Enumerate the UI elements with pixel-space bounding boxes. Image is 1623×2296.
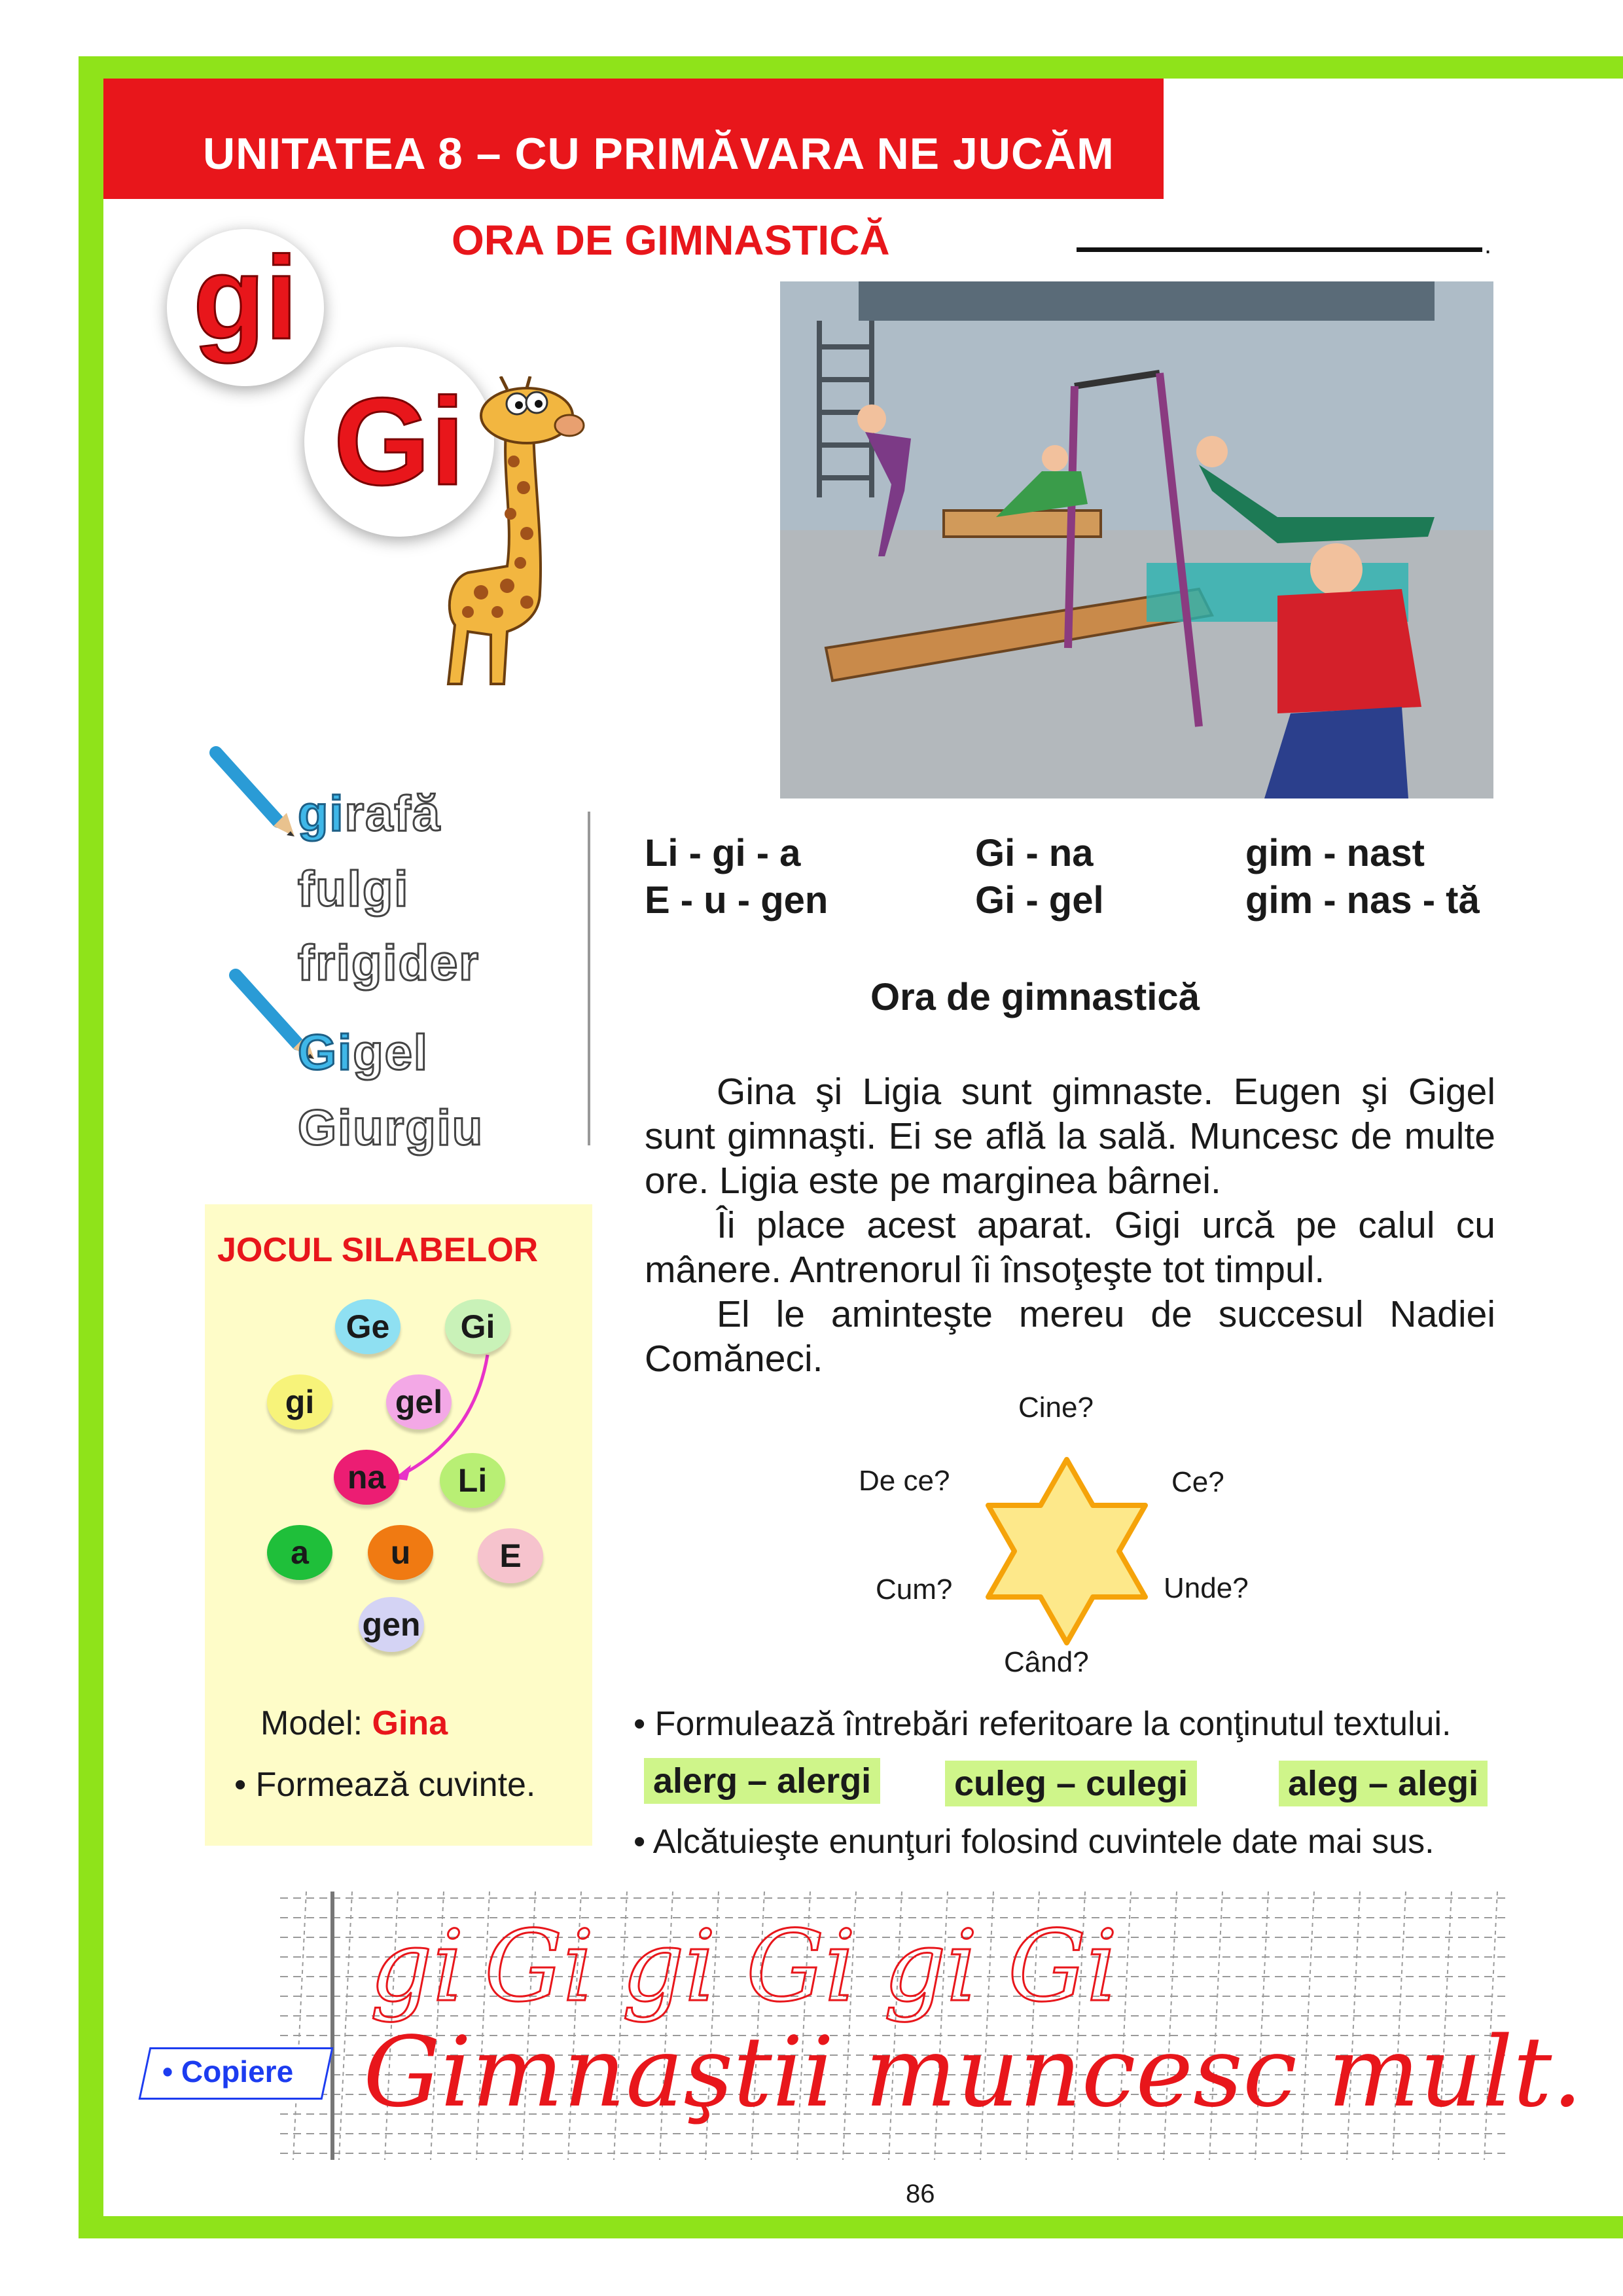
word-fulgi bbox=[298, 861, 409, 918]
vertical-divider bbox=[588, 812, 590, 1145]
syllable-word: E - u - gen bbox=[645, 879, 829, 922]
question-star-icon bbox=[969, 1453, 1165, 1649]
syllable-word: Gi - na bbox=[975, 832, 1094, 874]
copy-label: • Copiere bbox=[162, 2054, 294, 2089]
reading-text bbox=[645, 1069, 1495, 1381]
syllable-bubble[interactable]: a bbox=[267, 1525, 332, 1580]
word-pair-chip: alerg – alergi bbox=[644, 1758, 880, 1804]
word-giurgiu bbox=[298, 1100, 484, 1157]
copy-row-letter: gi bbox=[370, 1910, 464, 2024]
game-title: JOCUL SILABELOR bbox=[217, 1231, 539, 1269]
word-gigel bbox=[298, 1024, 429, 1081]
reading-paragraph: Îi place acest aparat. Gigi urcă pe calul cu mânere. Antrenorul îi însoţeşte tot timpul. bbox=[645, 1204, 1495, 1291]
copy-row-letter: gi bbox=[883, 1910, 978, 2024]
syllable-word: Li - gi - a bbox=[645, 832, 801, 874]
syllable-bubble[interactable]: E bbox=[478, 1528, 543, 1583]
syllable-bubble[interactable]: Ge bbox=[335, 1299, 401, 1354]
copy-row-letter: Gi bbox=[746, 1910, 856, 2024]
syllable-bubble[interactable]: gel bbox=[386, 1374, 452, 1429]
syllable-word: gim - nast bbox=[1245, 832, 1425, 874]
gymnastics-illustration bbox=[780, 281, 1493, 798]
pencil-icon bbox=[203, 740, 301, 838]
copy-sentence: Gimnaştii muncesc mult. bbox=[363, 2016, 1583, 2128]
word-rest: Giurgiu bbox=[298, 1100, 484, 1156]
name-line bbox=[1077, 247, 1482, 252]
syllable-bubble[interactable]: gen bbox=[359, 1597, 424, 1652]
page-frame-top bbox=[79, 56, 1623, 79]
word-frigider bbox=[298, 935, 480, 992]
copy-row-letter: Gi bbox=[484, 1910, 594, 2024]
syllable-bubble[interactable]: Gi bbox=[445, 1299, 510, 1354]
copy-row-letter: Gi bbox=[1008, 1910, 1118, 2024]
uppercase-letters: Gi bbox=[333, 372, 465, 511]
syllable-bubble[interactable]: na bbox=[334, 1450, 399, 1505]
question-when: Când? bbox=[1004, 1646, 1089, 1678]
giraffe-illustration bbox=[429, 376, 592, 691]
lesson-title: ORA DE GIMNASTICĂ bbox=[452, 217, 890, 264]
page-frame-left bbox=[79, 56, 103, 2238]
word-rest: fulgi bbox=[298, 861, 410, 917]
task-sentences: • Alcătuieşte enunţuri folosind cuvintele date mai sus. bbox=[633, 1823, 1435, 1861]
syllable-word: Gi - gel bbox=[975, 879, 1104, 922]
word-pair-chip: aleg – alegi bbox=[1279, 1761, 1488, 1806]
question-how: Cum? bbox=[876, 1573, 953, 1605]
question-why: De ce? bbox=[859, 1465, 950, 1497]
word-rest: gel bbox=[353, 1025, 429, 1081]
word-rest: frigider bbox=[298, 935, 480, 991]
model-label: Model: bbox=[260, 1704, 363, 1742]
task-questions: • Formulează întrebări referitoare la conţinutul textului. bbox=[633, 1705, 1452, 1743]
word-pair-chip: culeg – culegi bbox=[945, 1761, 1197, 1806]
word-highlight: Gi bbox=[298, 1025, 353, 1081]
syllable-bubble[interactable]: gi bbox=[267, 1374, 332, 1429]
game-instruction: • Formează cuvinte. bbox=[234, 1766, 536, 1804]
reading-paragraph: Gina şi Ligia sunt gimnaste. Eugen şi Gigel sunt gimnaşti. Ei se află la sală. Muncesc de multe ore. Ligia este pe marginea bârnei. bbox=[645, 1071, 1495, 1202]
name-line-dot: . bbox=[1484, 230, 1492, 259]
model-value: Gina bbox=[372, 1704, 448, 1742]
page-frame-bottom bbox=[79, 2216, 1623, 2238]
question-what: Ce? bbox=[1171, 1466, 1224, 1498]
word-highlight: gi bbox=[298, 786, 345, 842]
lowercase-letters: gi bbox=[193, 232, 298, 364]
model-example bbox=[260, 1704, 448, 1743]
reading-paragraph: El le aminteşte mereu de succesul Nadiei Comăneci. bbox=[645, 1293, 1495, 1380]
copy-row-letter: gi bbox=[622, 1910, 716, 2024]
reading-title: Ora de gimnastică bbox=[870, 976, 1200, 1018]
syllable-bubble[interactable]: Li bbox=[440, 1453, 505, 1508]
word-rest: rafă bbox=[344, 786, 441, 842]
page-number: 86 bbox=[906, 2179, 935, 2208]
word-girafa bbox=[298, 785, 441, 842]
lowercase-letter-circle bbox=[167, 229, 324, 386]
question-who: Cine? bbox=[1018, 1391, 1094, 1424]
syllable-bubble[interactable]: u bbox=[368, 1525, 433, 1580]
unit-title: UNITATEA 8 – CU PRIMĂVARA NE JUCĂM bbox=[203, 129, 1115, 179]
question-where: Unde? bbox=[1164, 1572, 1249, 1604]
syllable-word: gim - nas - tă bbox=[1245, 879, 1480, 922]
